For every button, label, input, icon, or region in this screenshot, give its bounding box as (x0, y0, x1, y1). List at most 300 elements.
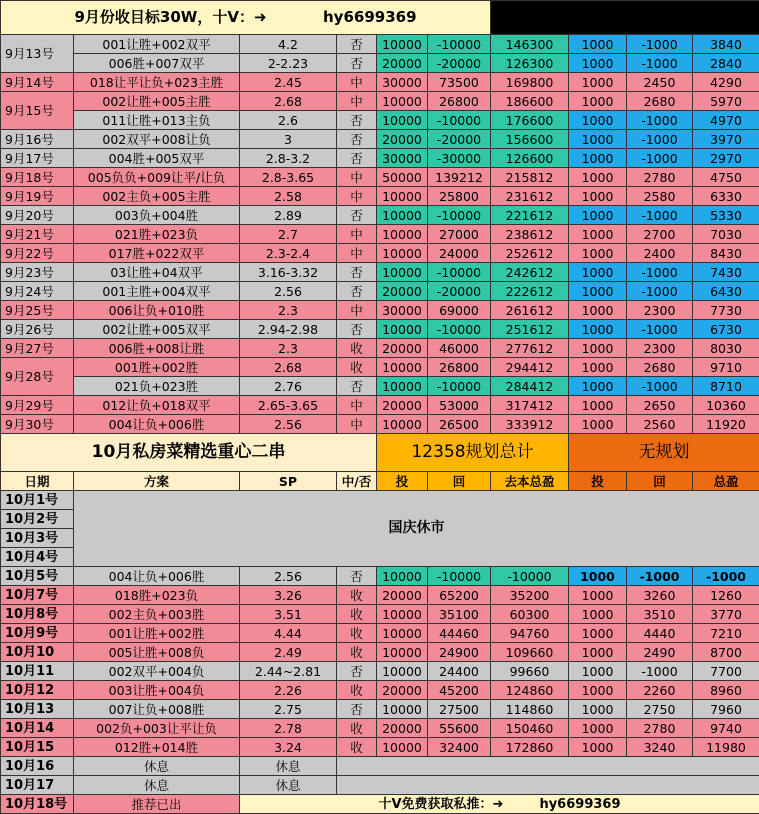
total-cell: 252612 (491, 244, 569, 263)
sp-cell: 2.3 (240, 301, 337, 320)
t2-cell: 4970 (693, 111, 759, 130)
date-cell: 10月3号 (1, 529, 74, 548)
result-cell: 收 (337, 358, 377, 377)
total-cell: 172860 (491, 738, 569, 757)
r2-cell: -1000 (627, 320, 693, 339)
t2-cell: 10360 (693, 396, 759, 415)
sp-cell: 3.24 (240, 738, 337, 757)
t2-cell: 5970 (693, 92, 759, 111)
ret-cell: 27000 (428, 225, 491, 244)
plan-cell: 003负+004胜 (74, 206, 240, 225)
result-cell: 否 (337, 149, 377, 168)
stake-cell: 10000 (377, 35, 428, 54)
res-cell: 收 (337, 643, 377, 662)
stake-cell: 10000 (377, 738, 428, 757)
t2-cell: 4750 (693, 168, 759, 187)
ret-cell: 26800 (428, 358, 491, 377)
plan-cell: 003让胜+004负 (74, 681, 240, 700)
t2-cell: 11980 (693, 738, 759, 757)
r2-cell: -1000 (627, 35, 693, 54)
s2-cell: 1000 (569, 339, 627, 358)
r2-cell: 2400 (627, 244, 693, 263)
stake-cell: 10000 (377, 643, 428, 662)
result-cell: 中 (337, 187, 377, 206)
date-cell: 10月15 (1, 738, 74, 757)
plan-cell: 017胜+022双平 (74, 244, 240, 263)
total-cell: 221612 (491, 206, 569, 225)
s2-cell: 1000 (569, 567, 627, 586)
s2-cell: 1000 (569, 586, 627, 605)
plan-cell: 012胜+014胜 (74, 738, 240, 757)
s2-cell: 1000 (569, 92, 627, 111)
column-header-ret2: 回 (627, 472, 693, 491)
ret-cell: 44460 (428, 624, 491, 643)
s2-cell: 1000 (569, 738, 627, 757)
s2-cell: 1000 (569, 73, 627, 92)
s2-cell: 1000 (569, 35, 627, 54)
ret-cell: 25800 (428, 187, 491, 206)
ret-cell: -10000 (428, 263, 491, 282)
sp-cell: 4.44 (240, 624, 337, 643)
s2-cell: 1000 (569, 358, 627, 377)
table-row (1, 377, 759, 396)
sp-cell: 4.2 (240, 35, 337, 54)
sp-cell: 2-2.23 (240, 54, 337, 73)
stake-cell: 30000 (377, 301, 428, 320)
date-cell: 10月16 (1, 757, 74, 776)
t2-cell: 7030 (693, 225, 759, 244)
total-cell: 238612 (491, 225, 569, 244)
ret-cell: 73500 (428, 73, 491, 92)
plan-cell: 002双平+008让负 (74, 130, 240, 149)
plan-cell: 001让胜+002胜 (74, 624, 240, 643)
plan-cell: 004让负+006胜 (74, 415, 240, 434)
s2-cell: 1000 (569, 719, 627, 738)
res-cell: 收 (337, 605, 377, 624)
rest-row (1, 757, 759, 776)
r2-cell: -1000 (627, 111, 693, 130)
sp-cell: 2.58 (240, 187, 337, 206)
plan-cell: 018胜+023负 (74, 586, 240, 605)
sp-cell: 3.51 (240, 605, 337, 624)
s2-cell: 1000 (569, 396, 627, 415)
ret-cell: 24400 (428, 662, 491, 681)
table-row (1, 738, 759, 757)
total-cell: 277612 (491, 339, 569, 358)
s2-cell: 1000 (569, 244, 627, 263)
total-cell: 294412 (491, 358, 569, 377)
total-cell: 109660 (491, 643, 569, 662)
banner-row (1, 1, 759, 35)
result-cell: 否 (337, 263, 377, 282)
t2-cell: 9740 (693, 719, 759, 738)
stake-cell: 10000 (377, 567, 428, 586)
footer-promo (240, 795, 759, 814)
result-cell: 中 (337, 301, 377, 320)
date-cell: 9月13号 (1, 35, 74, 73)
plan-cell: 006胜+008让胜 (74, 339, 240, 358)
table-row (1, 168, 759, 187)
s2-cell: 1000 (569, 130, 627, 149)
r2-cell: 2260 (627, 681, 693, 700)
plan-cell: 005负负+009让平/让负 (74, 168, 240, 187)
sp-cell: 休息 (240, 776, 337, 795)
ret-cell: 35100 (428, 605, 491, 624)
sp-cell: 2.26 (240, 681, 337, 700)
ret-cell: 45200 (428, 681, 491, 700)
total-cell: 94760 (491, 624, 569, 643)
r2-cell: 2560 (627, 415, 693, 434)
r2-cell: 2750 (627, 700, 693, 719)
total-cell: 215812 (491, 168, 569, 187)
column-header-total2: 总盈 (693, 472, 759, 491)
sp-cell: 2.56 (240, 415, 337, 434)
t2-cell: 6730 (693, 320, 759, 339)
footer-plan: 推荐已出 (74, 795, 240, 814)
r2-cell: 2680 (627, 358, 693, 377)
date-cell: 10月5号 (1, 567, 74, 586)
total-cell: -10000 (491, 567, 569, 586)
plan-total-title: 12358规划总计 (377, 434, 569, 472)
ret-cell: -20000 (428, 54, 491, 73)
res-cell: 收 (337, 586, 377, 605)
stake-cell: 10000 (377, 111, 428, 130)
t2-cell: 8960 (693, 681, 759, 700)
plan-cell: 021胜+023负 (74, 225, 240, 244)
r2-cell: -1000 (627, 282, 693, 301)
table-row (1, 700, 759, 719)
section-title: 10月私房菜精选重心二串 (1, 434, 377, 472)
plan-cell: 012让负+018双平 (74, 396, 240, 415)
plan-cell: 休息 (74, 757, 240, 776)
table-row (1, 662, 759, 681)
date-cell: 10月7号 (1, 586, 74, 605)
table-row (1, 206, 759, 225)
stake-cell: 20000 (377, 54, 428, 73)
date-cell: 9月24号 (1, 282, 74, 301)
total-cell: 186600 (491, 92, 569, 111)
total-cell: 231612 (491, 187, 569, 206)
total-cell: 176600 (491, 111, 569, 130)
stake-cell: 10000 (377, 662, 428, 681)
sp-cell: 2.56 (240, 282, 337, 301)
t2-cell: 3970 (693, 130, 759, 149)
res-cell: 收 (337, 719, 377, 738)
stake-cell: 20000 (377, 719, 428, 738)
ret-cell: 27500 (428, 700, 491, 719)
sp-cell: 2.3 (240, 339, 337, 358)
s2-cell: 1000 (569, 643, 627, 662)
t2-cell: 7210 (693, 624, 759, 643)
table-row (1, 73, 759, 92)
result-cell: 中 (337, 225, 377, 244)
t2-cell: 2970 (693, 149, 759, 168)
ret-cell: 139212 (428, 168, 491, 187)
date-cell: 10月14 (1, 719, 74, 738)
no-plan-title: 无规划 (569, 434, 759, 472)
column-header-total: 去本总盈 (491, 472, 569, 491)
table-row (1, 719, 759, 738)
table-row (1, 567, 759, 586)
s2-cell: 1000 (569, 168, 627, 187)
stake-cell: 10000 (377, 624, 428, 643)
total-cell: 124860 (491, 681, 569, 700)
total-cell: 150460 (491, 719, 569, 738)
stake-cell: 10000 (377, 244, 428, 263)
stake-cell: 10000 (377, 187, 428, 206)
table-row (1, 130, 759, 149)
footer-id: hy6699369 (539, 797, 620, 812)
table-row (1, 586, 759, 605)
s2-cell: 1000 (569, 700, 627, 719)
holiday-label: 国庆休市 (74, 491, 759, 567)
t2-cell: 4290 (693, 73, 759, 92)
total-cell: 261612 (491, 301, 569, 320)
result-cell: 中 (337, 244, 377, 263)
r2-cell: 2450 (627, 73, 693, 92)
total-cell: 284412 (491, 377, 569, 396)
plan-cell: 002负+003让平让负 (74, 719, 240, 738)
date-cell: 9月19号 (1, 187, 74, 206)
result-cell: 否 (337, 320, 377, 339)
plan-cell: 021负+023胜 (74, 377, 240, 396)
stake-cell: 10000 (377, 415, 428, 434)
ret-cell: -10000 (428, 111, 491, 130)
stake-cell: 10000 (377, 377, 428, 396)
table-row (1, 263, 759, 282)
date-cell: 10月4号 (1, 548, 74, 567)
date-cell: 9月18号 (1, 168, 74, 187)
total-cell: 60300 (491, 605, 569, 624)
stake-cell: 10000 (377, 92, 428, 111)
s2-cell: 1000 (569, 263, 627, 282)
date-cell: 9月30号 (1, 415, 74, 434)
s2-cell: 1000 (569, 681, 627, 700)
result-cell: 中 (337, 396, 377, 415)
stake-cell: 20000 (377, 130, 428, 149)
plan-cell: 002让胜+005主胜 (74, 92, 240, 111)
date-cell: 9月28号 (1, 358, 74, 396)
stake-cell: 10000 (377, 700, 428, 719)
stake-cell: 10000 (377, 206, 428, 225)
sp-cell: 休息 (240, 757, 337, 776)
ret-cell: 26800 (428, 92, 491, 111)
sp-cell: 2.8-3.65 (240, 168, 337, 187)
column-header-row (1, 472, 759, 491)
date-cell: 9月21号 (1, 225, 74, 244)
table-row (1, 415, 759, 434)
date-cell: 10月13 (1, 700, 74, 719)
table-row (1, 111, 759, 130)
res-cell: 收 (337, 738, 377, 757)
plan-cell: 002双平+004负 (74, 662, 240, 681)
plan-cell: 03让胜+04双平 (74, 263, 240, 282)
total-cell: 251612 (491, 320, 569, 339)
total-cell: 333912 (491, 415, 569, 434)
s2-cell: 1000 (569, 54, 627, 73)
t2-cell: 11920 (693, 415, 759, 434)
sp-cell: 2.45 (240, 73, 337, 92)
date-cell: 9月25号 (1, 301, 74, 320)
stake-cell: 20000 (377, 339, 428, 358)
sp-cell: 3 (240, 130, 337, 149)
sp-cell: 2.3-2.4 (240, 244, 337, 263)
r2-cell: 2300 (627, 301, 693, 320)
t2-cell: 2840 (693, 54, 759, 73)
date-cell: 10月10 (1, 643, 74, 662)
stake-cell: 50000 (377, 168, 428, 187)
rest-row (1, 776, 759, 795)
r2-cell: -1000 (627, 206, 693, 225)
empty-cell (337, 776, 759, 795)
res-cell: 否 (337, 567, 377, 586)
date-cell: 9月15号 (1, 92, 74, 130)
ret-cell: 46000 (428, 339, 491, 358)
stake-cell: 20000 (377, 681, 428, 700)
date-cell: 9月29号 (1, 396, 74, 415)
ret-cell: 53000 (428, 396, 491, 415)
total-cell: 35200 (491, 586, 569, 605)
sp-cell: 2.75 (240, 700, 337, 719)
t2-cell: 3770 (693, 605, 759, 624)
table-row (1, 244, 759, 263)
banner-title: 9月份收目标30W，十V：➜ (74, 8, 266, 26)
plan-cell: 休息 (74, 776, 240, 795)
sp-cell: 3.16-3.32 (240, 263, 337, 282)
r2-cell: 2490 (627, 643, 693, 662)
ret-cell: -10000 (428, 377, 491, 396)
r2-cell: 2580 (627, 187, 693, 206)
plan-cell: 001主胜+004双平 (74, 282, 240, 301)
result-cell: 中 (337, 92, 377, 111)
plan-cell: 005让胜+008负 (74, 643, 240, 662)
sp-cell: 2.78 (240, 719, 337, 738)
s2-cell: 1000 (569, 282, 627, 301)
r2-cell: 3260 (627, 586, 693, 605)
table-row (1, 54, 759, 73)
date-cell: 9月23号 (1, 263, 74, 282)
table-row (1, 643, 759, 662)
t2-cell: 5330 (693, 206, 759, 225)
table-row (1, 187, 759, 206)
column-header-date: 日期 (1, 472, 74, 491)
sp-cell: 2.7 (240, 225, 337, 244)
r2-cell: -1000 (627, 662, 693, 681)
date-cell: 10月11 (1, 662, 74, 681)
ret-cell: 32400 (428, 738, 491, 757)
t2-cell: 6430 (693, 282, 759, 301)
stake-cell: 10000 (377, 358, 428, 377)
r2-cell: 2780 (627, 719, 693, 738)
total-cell: 222612 (491, 282, 569, 301)
column-header-res: 中/否 (337, 472, 377, 491)
footer-date: 10月18号 (1, 795, 74, 814)
res-cell: 收 (337, 624, 377, 643)
s2-cell: 1000 (569, 187, 627, 206)
result-cell: 否 (337, 35, 377, 54)
plan-cell: 001让胜+002双平 (74, 35, 240, 54)
t2-cell: 7700 (693, 662, 759, 681)
s2-cell: 1000 (569, 662, 627, 681)
column-header-stake: 投 (377, 472, 428, 491)
section-header (1, 434, 759, 472)
column-header-sp: SP (240, 472, 337, 491)
date-cell: 9月27号 (1, 339, 74, 358)
res-cell: 否 (337, 662, 377, 681)
t2-cell: 1260 (693, 586, 759, 605)
t2-cell: 9710 (693, 358, 759, 377)
t2-cell: 7430 (693, 263, 759, 282)
ret-cell: 26500 (428, 415, 491, 434)
t2-cell: 8710 (693, 377, 759, 396)
s2-cell: 1000 (569, 320, 627, 339)
total-cell: 146300 (491, 35, 569, 54)
table-row (1, 320, 759, 339)
r2-cell: -1000 (627, 377, 693, 396)
table-row (1, 624, 759, 643)
footer-row (1, 795, 759, 814)
ret-cell: -20000 (428, 130, 491, 149)
res-cell: 收 (337, 681, 377, 700)
date-cell: 9月26号 (1, 320, 74, 339)
total-cell: 156600 (491, 130, 569, 149)
r2-cell: -1000 (627, 54, 693, 73)
result-cell: 否 (337, 111, 377, 130)
result-cell: 否 (337, 54, 377, 73)
r2-cell: -1000 (627, 149, 693, 168)
total-cell: 317412 (491, 396, 569, 415)
column-header-stake2: 投 (569, 472, 627, 491)
stake-cell: 10000 (377, 605, 428, 624)
date-cell: 10月17 (1, 776, 74, 795)
ret-cell: 55600 (428, 719, 491, 738)
table-row (1, 358, 759, 377)
sp-cell: 3.26 (240, 586, 337, 605)
date-cell: 9月14号 (1, 73, 74, 92)
r2-cell: 2700 (627, 225, 693, 244)
t2-cell: 8700 (693, 643, 759, 662)
plan-cell: 002主负+005主胜 (74, 187, 240, 206)
date-cell: 10月8号 (1, 605, 74, 624)
s2-cell: 1000 (569, 301, 627, 320)
plan-cell: 002主负+003胜 (74, 605, 240, 624)
s2-cell: 1000 (569, 225, 627, 244)
total-cell: 114860 (491, 700, 569, 719)
date-cell: 10月9号 (1, 624, 74, 643)
s2-cell: 1000 (569, 149, 627, 168)
s2-cell: 1000 (569, 111, 627, 130)
plan-cell: 004让负+006胜 (74, 567, 240, 586)
sp-cell: 2.6 (240, 111, 337, 130)
sp-cell: 2.56 (240, 567, 337, 586)
total-cell: 126600 (491, 149, 569, 168)
plan-cell: 007让负+008胜 (74, 700, 240, 719)
date-cell: 9月22号 (1, 244, 74, 263)
table-row (1, 149, 759, 168)
r2-cell: 4440 (627, 624, 693, 643)
r2-cell: 3510 (627, 605, 693, 624)
ret-cell: 69000 (428, 301, 491, 320)
table-row (1, 35, 759, 54)
ret-cell: -20000 (428, 282, 491, 301)
result-cell: 中 (337, 73, 377, 92)
ret-cell: -10000 (428, 567, 491, 586)
date-cell: 10月1号 (1, 491, 74, 510)
stake-cell: 20000 (377, 586, 428, 605)
table-row (1, 339, 759, 358)
footer-promo-text: 十V免费获取私推：➜ (378, 797, 503, 812)
sp-cell: 2.76 (240, 377, 337, 396)
